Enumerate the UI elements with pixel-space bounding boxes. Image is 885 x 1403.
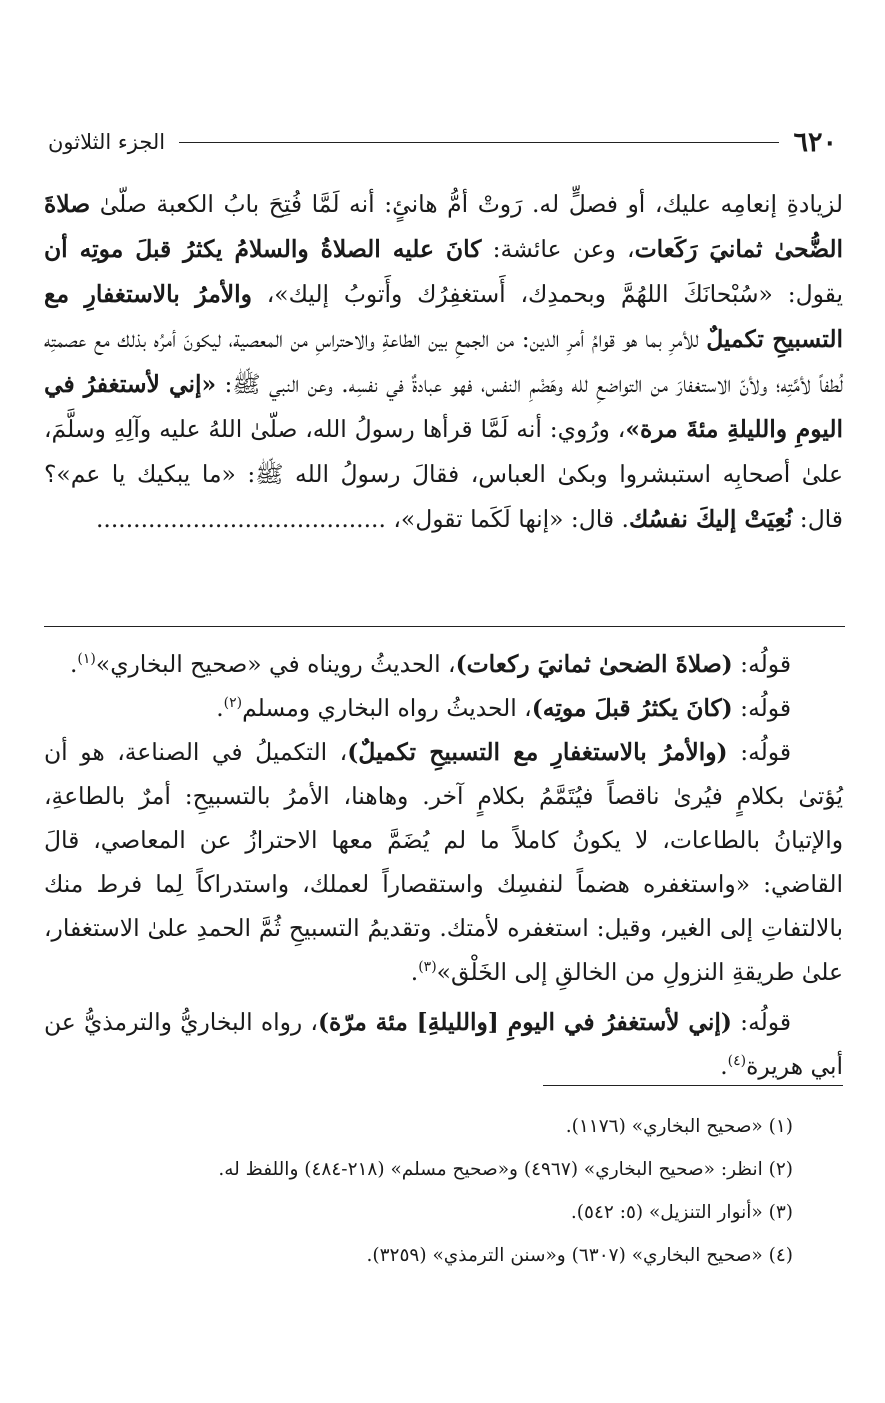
main-text-segment: . قال: «إنها لَكَما تقول»، ....................................... [95,505,629,533]
page-number: ٦٢٠ [793,126,837,158]
commentary-lead: قولُه: [732,650,791,678]
commentary-lead: قولُه: [727,738,792,766]
running-header [48,120,837,164]
main-text-segment: ، ورُوي: أنه لَمَّا قرأها رسولُ الله، صلّىٰ اللهُ عليه وآلِهِ وسلَّمَ، علىٰ أصحابِه استبشروا وبكىٰ العباس، فقالَ رسولُ الله ﷺ: «ما يبكيك يا عم»؟ قال: [44,415,843,533]
footnote-item: (٤) «صحيح البخاري» (٦٣٠٧) و«سنن الترمذي» (٣٢٥٩). [366,1245,793,1266]
footnote-ref: (١) [77,651,96,668]
main-text-bold: كانَ عليه الصلاةُ والسلامُ يكثرُ قبلَ موتِه أن [44,235,482,263]
main-text-segment: يقول: «سُبْحانَكَ اللهُمَّ وبحمدِك، أَستغفِرُك وأَتوبُ إليك»، [251,280,844,308]
commentary-lead: قولُه: [732,694,791,722]
commentary-end: . [410,958,419,986]
footnote-ref: (٢) [223,695,243,712]
commentary-quote: (والأمرُ بالاستغفارِ مع التسبيحِ تكميلٌ) [347,738,728,766]
commentary-end: . [69,650,78,678]
footnote-item: (٢) انظر: «صحيح البخاري» (٤٩٦٧) و«صحيح مسلم» (٢١٨-٤٨٤) واللفظ له. [218,1159,793,1180]
main-paragraph [44,182,843,542]
footnote-ref: (٤) [727,1053,747,1070]
footnote-item: (٣) «أنوار التنزيل» (٥: ٥٤٢). [570,1202,793,1223]
commentary-quote: (كانَ يكثرُ قبلَ موتِه) [531,694,733,722]
main-text-segment: ، وعن عائشة: [481,235,635,263]
commentary-paragraph [44,1000,843,1088]
footnote-ref: (٣) [418,959,437,976]
main-text-segment: لزيادةِ إنعامِه عليك، أو فصلٍّ له. رَوتْ أمُّ هانئٍ: أنه لَمَّا فُتِحَ بابُ الكعبة صلّىٰ [90,190,843,218]
main-text-bold: «إني لأستغفرُ في اليومِ والليلةِ مئةَ مرة» [44,370,843,443]
commentary-text: ، الحديثُ رواه البخاري ومسلم [242,694,532,722]
main-text-segment: للأمرِ بما هو قوامُ أمرِ الدين: من الجمعِ بين الطاعةِ والاحتراسِ من المعصية، ليكونَ أمرُه بذلك مع عصمتِه لُطفاً لأمَّتِه؛ ولأنّ الاستغفارَ من التواضعِ لله وهَضْمِ النفس، فهو عبادةٌ في نفسِه. وعن النبي ﷺ: [44,325,843,398]
commentary-paragraph [44,686,843,730]
main-text-block [44,182,843,542]
main-text-bold: والأمرُ بالاستغفارِ مع التسبيحِ تكميلٌ [44,280,843,353]
section-divider [44,626,845,627]
commentary-paragraph [44,642,843,686]
commentary-paragraph [44,730,843,994]
header-rule [179,142,779,143]
commentary-end: . [216,694,224,722]
commentary-quote: (صلاةَ الضحىٰ ثمانيَ ركعات) [455,650,733,678]
commentary-text: ، الحديثُ رويناه في «صحيح البخاري» [95,650,456,678]
commentary-end: . [720,1052,728,1080]
commentary-lead: قولُه: [731,1008,791,1036]
commentary-text: ، التكميلُ في الصناعة، هو أن يُؤتىٰ بكلامٍ فيُرىٰ ناقصاً فيُتَمَّمُ بكلامٍ آخر. وهاهنا، الأمرُ بالتسبيحِ: أمرٌ بالطاعةِ، والإتيانُ بالطاعات، لا يكونُ كاملاً ما لم يُضَمَّ معها الاحترازُ عن المعاصي، قالَ القاضي: «واستغفره هضماً لنفسِك واستقصاراً لعملك، واستدراكاً لِما فرط منك بالالتفاتِ إلى الغير، وقيل: استغفره لأمتك. وتقديمُ التسبيحِ ثُمَّ الحمدِ علىٰ الاستغفار، علىٰ طريقةِ النزولِ من الخالقِ إلى الخَلْق» [44,738,843,986]
running-title: الجزء الثلاثون [48,130,166,154]
commentary-quote: (إني لأستغفرُ في اليومِ [والليلةِ] مئة مرّة) [317,1008,732,1036]
footnote-item: (١) «صحيح البخاري» (١١٧٦). [565,1116,793,1137]
main-text-bold: نُعِيَتْ إليكَ نفسُك [628,505,793,533]
commentary-block [44,642,843,1088]
commentary-text: ، رواه البخاريُّ والترمذيُّ عن أبي هريرة [44,1008,843,1080]
main-text-bold: صلاةَ الضُّحىٰ ثمانيَ رَكَعات [44,190,843,263]
footnote-divider [543,1085,843,1086]
footnotes-block [60,1105,793,1277]
